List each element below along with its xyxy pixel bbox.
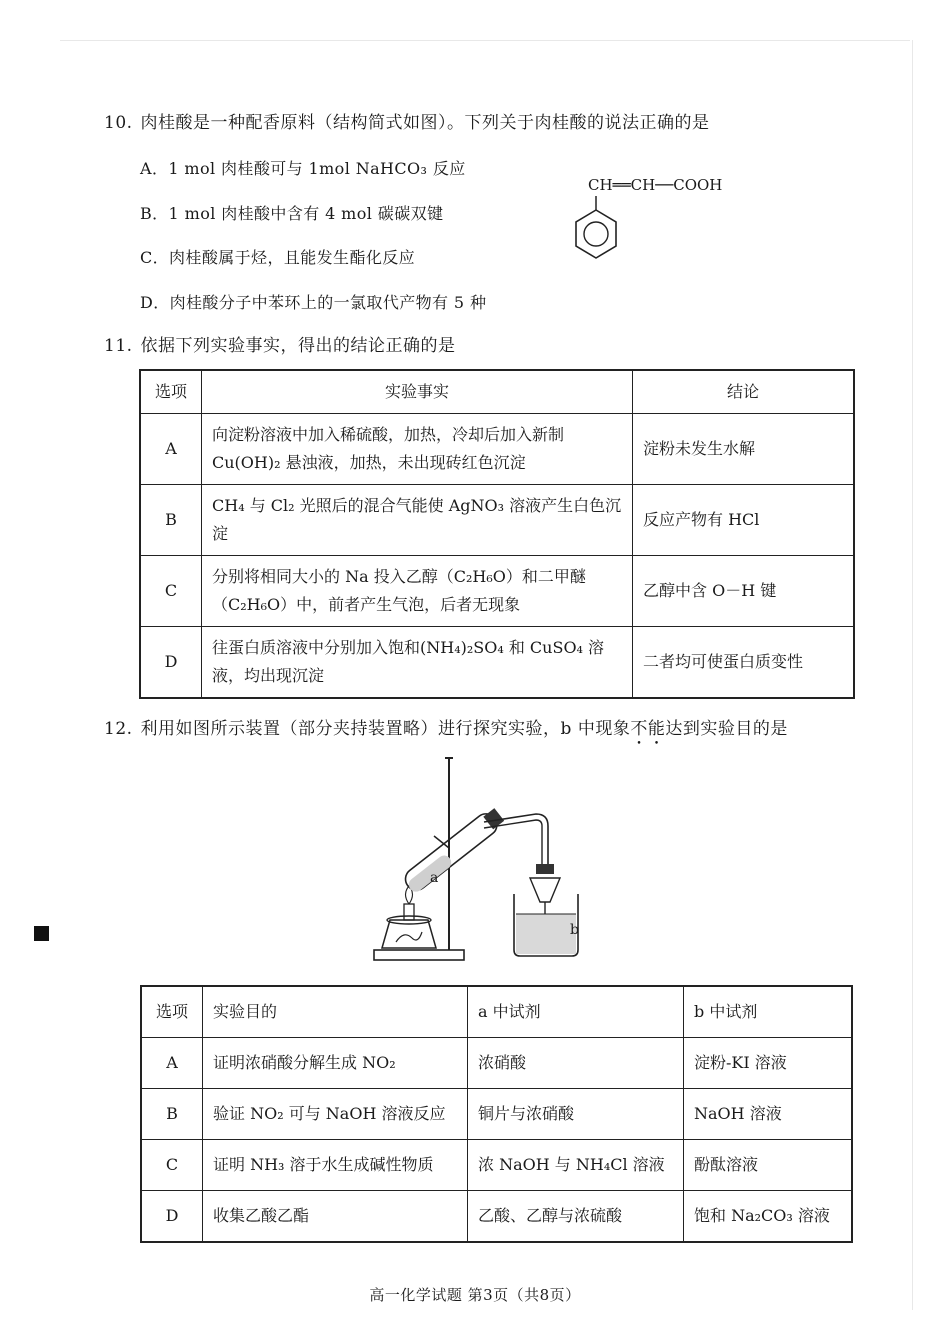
header-goal: 实验目的	[203, 986, 468, 1038]
row-conclusion: 反应产物有 HCl	[633, 485, 855, 556]
row-fact: 向淀粉溶液中加入稀硫酸，加热，冷却后加入新制 Cu(OH)₂ 悬浊液，加热，未出现砖红色沉淀	[202, 414, 633, 485]
apparatus-drawing-icon	[360, 752, 600, 970]
row-goal: 证明 NH₃ 溶于水生成碱性物质	[203, 1140, 468, 1191]
row-option: A	[140, 414, 202, 485]
label-a: a	[430, 870, 439, 886]
table-row	[141, 1089, 852, 1140]
table-row	[140, 485, 854, 556]
table-row	[140, 627, 854, 699]
table-row	[141, 1191, 852, 1243]
scan-edge-top	[60, 40, 910, 41]
row-conclusion: 淀粉未发生水解	[633, 414, 855, 485]
row-b-reagent: 酚酞溶液	[684, 1140, 853, 1191]
row-conclusion: 二者均可使蛋白质变性	[633, 627, 855, 699]
question-number: 12.	[104, 719, 133, 739]
row-option: B	[141, 1089, 203, 1140]
benzene-ring-icon	[560, 170, 760, 280]
scan-registration-mark	[34, 926, 49, 941]
q10-option-d: D．肉桂酸分子中苯环上的一氯取代产物有 5 种	[140, 293, 487, 312]
row-option: C	[141, 1140, 203, 1191]
cinnamic-acid-structure	[560, 170, 760, 280]
apparatus-diagram	[360, 752, 600, 970]
header-option: 选项	[140, 370, 202, 414]
row-option: D	[140, 627, 202, 699]
row-a-reagent: 浓硝酸	[468, 1038, 684, 1089]
table-row	[141, 1140, 852, 1191]
row-goal: 收集乙酸乙酯	[203, 1191, 468, 1243]
row-b-reagent: 淀粉-KI 溶液	[684, 1038, 853, 1089]
row-fact: 分别将相同大小的 Na 投入乙醇（C₂H₆O）和二甲醚（C₂H₆O）中，前者产生气泡，后者无现象	[202, 556, 633, 627]
question-text: 依据下列实验事实，得出的结论正确的是	[140, 336, 456, 356]
row-option: B	[140, 485, 202, 556]
table-row	[140, 414, 854, 485]
label-b: b	[570, 922, 579, 938]
row-goal: 证明浓硝酸分解生成 NO₂	[203, 1038, 468, 1089]
q10-option-c: C．肉桂酸属于烃，且能发生酯化反应	[140, 248, 416, 267]
row-goal: 验证 NO₂ 可与 NaOH 溶液反应	[203, 1089, 468, 1140]
row-a-reagent: 乙酸、乙醇与浓硫酸	[468, 1191, 684, 1243]
header-b-reagent: b 中试剂	[684, 986, 853, 1038]
scan-edge-right	[912, 40, 913, 1310]
header-fact: 实验事实	[202, 370, 633, 414]
question-text: 肉桂酸是一种配香原料（结构简式如图）。下列关于肉桂酸的说法正确的是	[140, 113, 710, 133]
row-fact: CH₄ 与 Cl₂ 光照后的混合气能使 AgNO₃ 溶液产生白色沉淀	[202, 485, 633, 556]
row-b-reagent: 饱和 Na₂CO₃ 溶液	[684, 1191, 853, 1243]
row-option: C	[140, 556, 202, 627]
row-conclusion: 乙醇中含 O－H 键	[633, 556, 855, 627]
header-conclusion: 结论	[633, 370, 855, 414]
row-a-reagent: 铜片与浓硝酸	[468, 1089, 684, 1140]
q10-option-a: A．1 mol 肉桂酸可与 1mol NaHCO₃ 反应	[140, 159, 466, 178]
row-option: D	[141, 1191, 203, 1243]
row-b-reagent: NaOH 溶液	[684, 1089, 853, 1140]
table-row	[140, 556, 854, 627]
q12-table	[140, 985, 853, 1243]
row-option: A	[141, 1038, 203, 1089]
question-text-emphasis: 不能	[630, 719, 666, 739]
header-a-reagent: a 中试剂	[468, 986, 684, 1038]
structure-formula-text: CH══CH──COOH	[588, 176, 723, 194]
row-a-reagent: 浓 NaOH 与 NH₄Cl 溶液	[468, 1140, 684, 1191]
page-footer: 高一化学试题 第3页（共8页）	[369, 1286, 581, 1304]
question-12-stem	[104, 714, 788, 749]
question-number: 11.	[104, 336, 133, 356]
question-text-after: 达到实验目的是	[665, 719, 788, 739]
q10-option-b: B．1 mol 肉桂酸中含有 4 mol 碳碳双键	[140, 204, 444, 223]
header-option: 选项	[141, 986, 203, 1038]
question-number: 10.	[104, 113, 133, 133]
question-text-before: 利用如图所示装置（部分夹持装置略）进行探究实验，b 中现象	[140, 719, 631, 739]
table-row	[141, 1038, 852, 1089]
table-header-row	[141, 986, 852, 1038]
question-11-stem	[104, 331, 456, 356]
question-10-stem	[104, 108, 710, 133]
q11-table	[139, 369, 855, 699]
row-fact: 往蛋白质溶液中分别加入饱和(NH₄)₂SO₄ 和 CuSO₄ 溶液，均出现沉淀	[202, 627, 633, 699]
table-header-row	[140, 370, 854, 414]
